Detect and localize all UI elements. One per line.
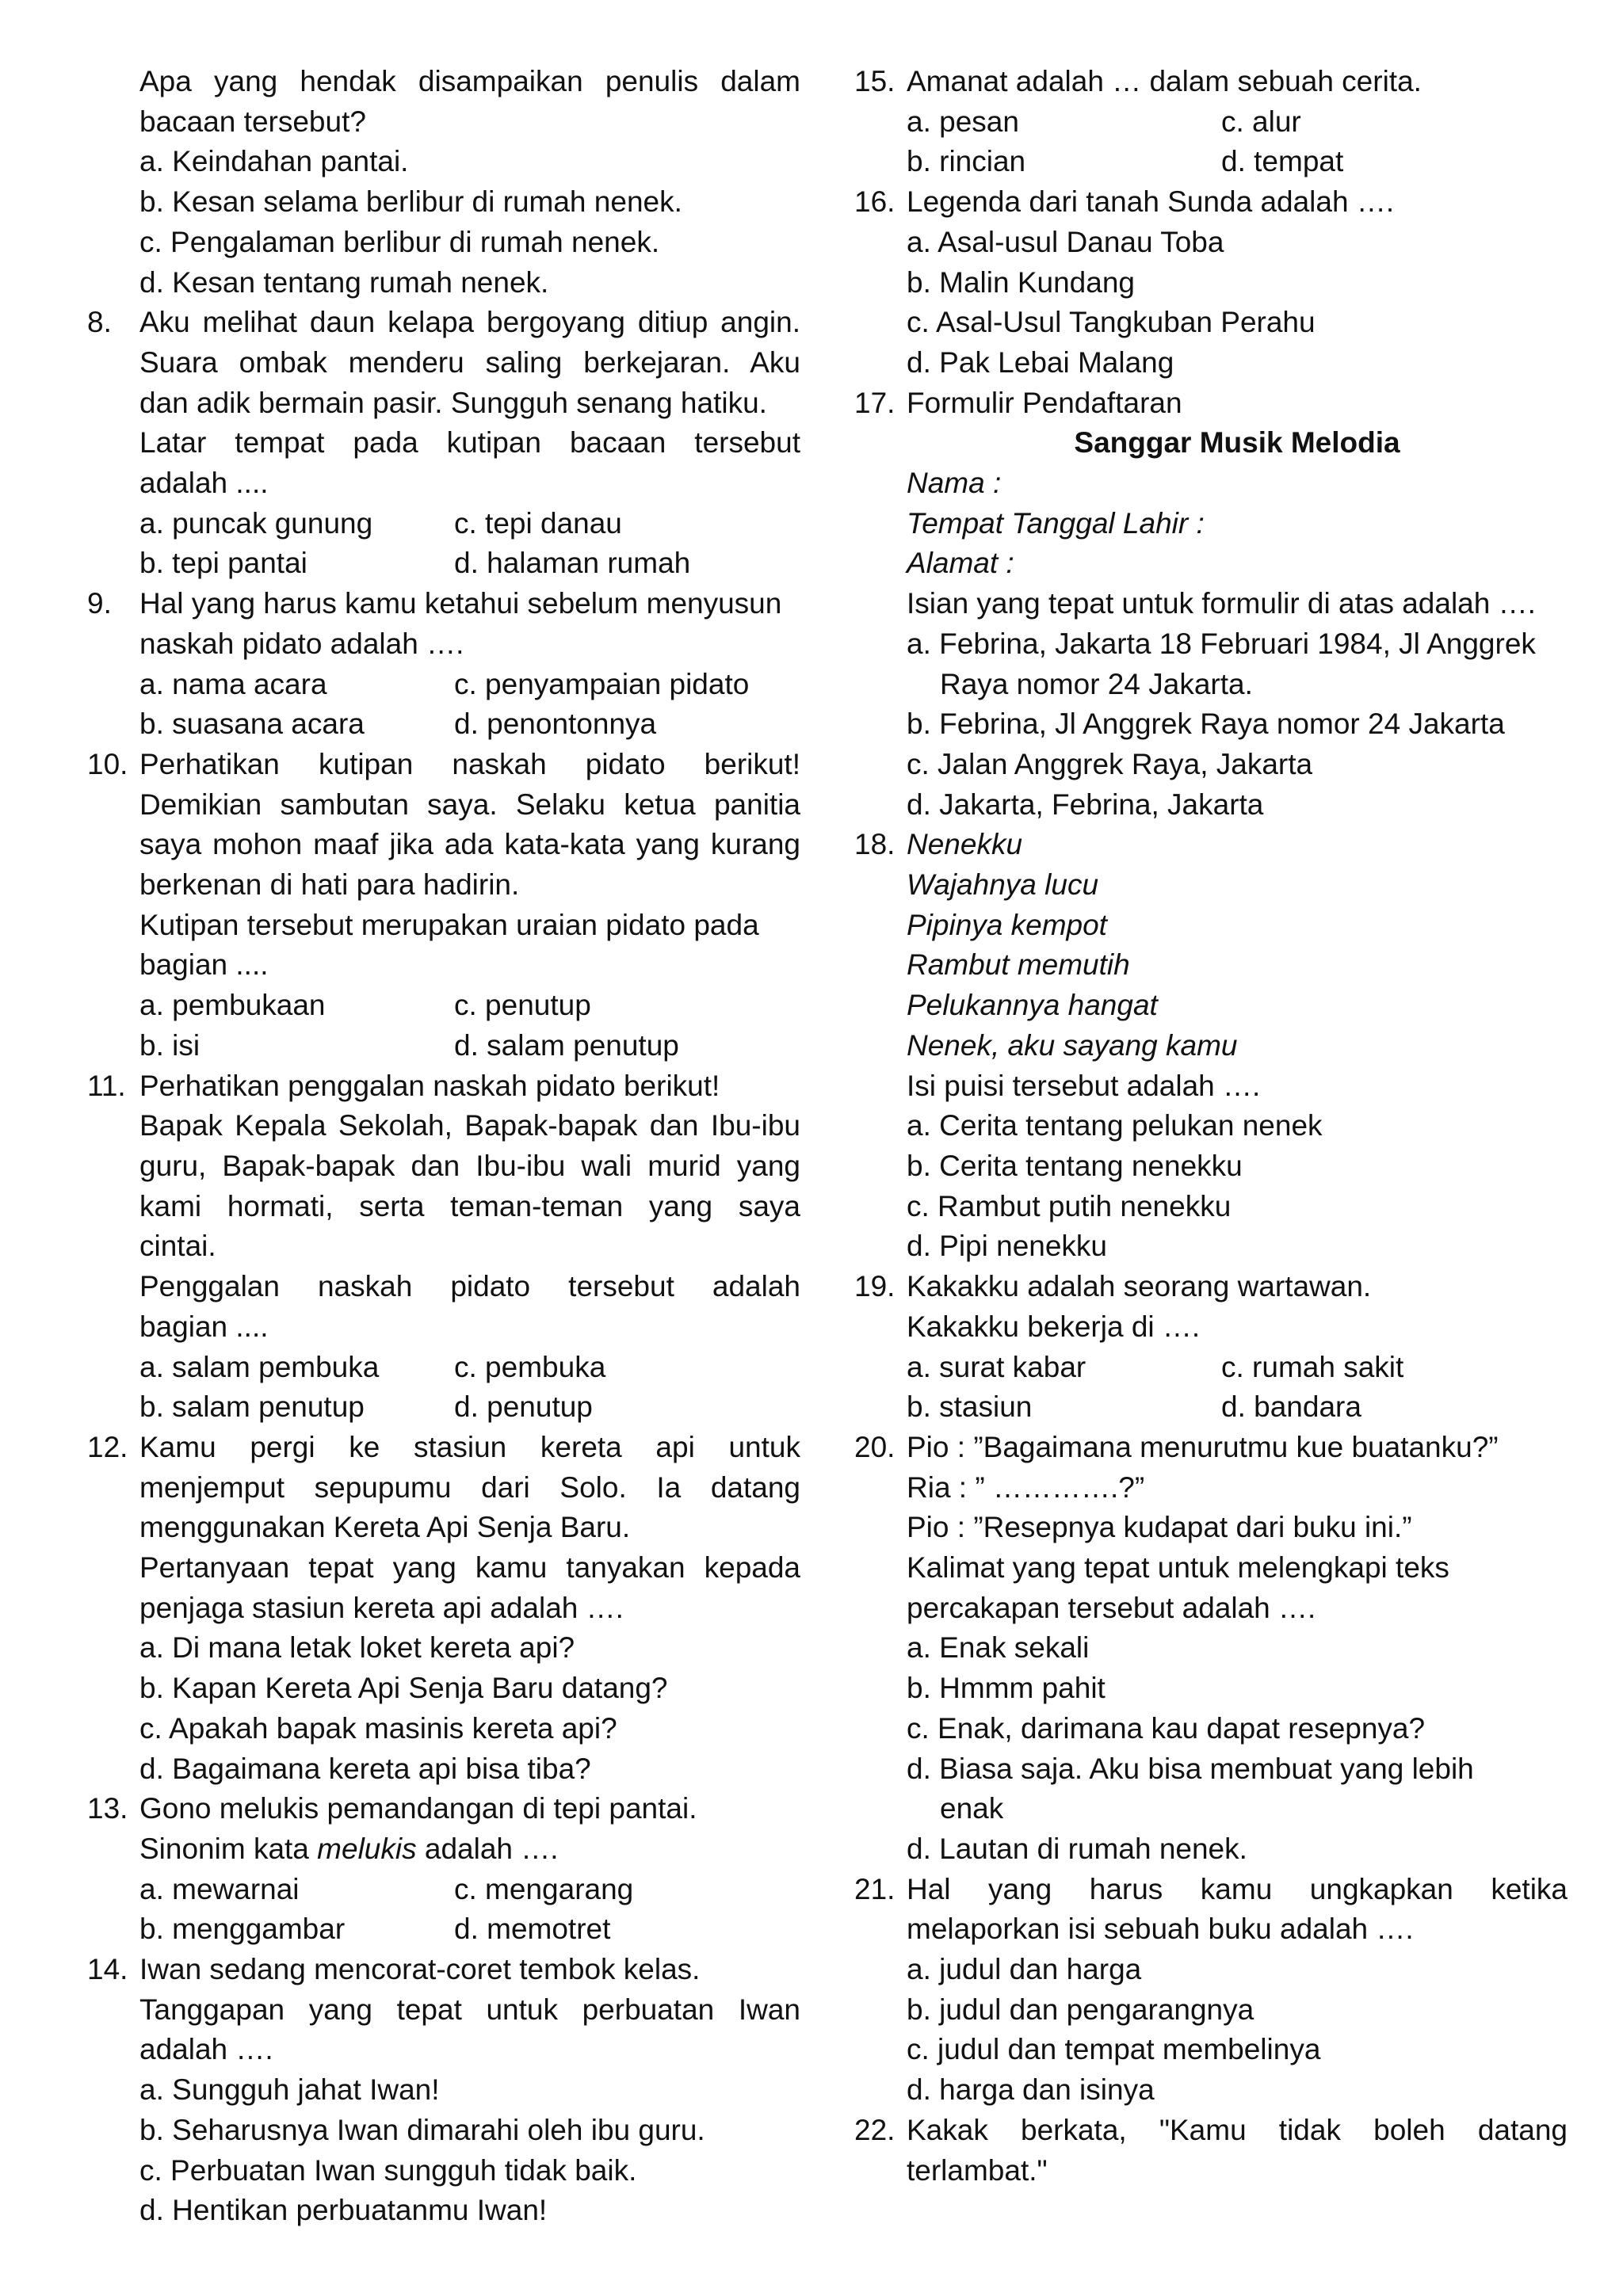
question-text: Kakakku bekerja di …. — [907, 1310, 1201, 1343]
passage-line: guru, Bapak-bapak dan Ibu-ibu wali murid yang — [139, 1149, 800, 1182]
question-text: terlambat." — [907, 2153, 1048, 2187]
question-text: naskah pidato adalah …. — [139, 627, 464, 660]
option-d: d. Pak Lebai Malang — [907, 345, 1174, 379]
question-text: Pertanyaan tepat yang kamu tanyakan kepada — [139, 1551, 800, 1585]
option-a: a. pembukaan — [139, 989, 326, 1022]
option-b: b. judul dan pengarangnya — [907, 1993, 1254, 2026]
option-d: d. bandara — [1221, 1390, 1361, 1424]
left-column — [87, 62, 800, 2231]
question-text: percakapan tersebut adalah …. — [907, 1591, 1316, 1624]
option-b: b. Seharusnya Iwan dimarahi oleh ibu guru. — [139, 2113, 705, 2146]
question-text: Kalimat yang tepat untuk melengkapi teks — [907, 1551, 1449, 1585]
passage-line: berkenan di hati para hadirin. — [139, 868, 520, 902]
question-text: Kakak berkata, "Kamu tidak boleh datang — [907, 2113, 1568, 2146]
question-text: Apa yang hendak disampaikan penulis dalam — [139, 65, 800, 97]
dialog-line: Pio : ”Bagaimana menurutmu kue buatanku?” — [907, 1430, 1499, 1463]
question-text — [139, 1829, 800, 1870]
option-a: a. mewarnai — [139, 1872, 300, 1905]
question-number: 17. — [854, 386, 896, 419]
options — [139, 986, 800, 1066]
passage-line: menjemput sepupumu dari Solo. Ia datang — [139, 1470, 800, 1504]
option-d-continued: enak — [940, 1792, 1004, 1825]
right-column — [854, 62, 1568, 2191]
question-number: 14. — [87, 1953, 128, 1986]
question-7-continuation — [87, 62, 800, 303]
poem-line: Pelukannya hangat — [907, 989, 1158, 1022]
option-d: d. Pipi nenekku — [907, 1230, 1108, 1263]
question-14 — [87, 1950, 800, 2231]
question-19 — [854, 1267, 1568, 1428]
option-a: a. Asal-usul Danau Toba — [907, 225, 1224, 258]
question-text: Penggalan naskah pidato tersebut adalah — [139, 1270, 800, 1303]
option-a: a. judul dan harga — [907, 1953, 1142, 1986]
question-21 — [854, 1870, 1568, 2111]
question-text: Amanat adalah … dalam sebuah cerita. — [907, 65, 1422, 97]
option-c: c. penyampaian pidato — [454, 667, 750, 700]
question-9 — [87, 584, 800, 745]
option-b: b. Cerita tentang nenekku — [907, 1149, 1243, 1182]
question-number: 11. — [87, 1069, 126, 1102]
question-number: 18. — [854, 828, 896, 861]
option-a: a. Di mana letak loket kereta api? — [139, 1631, 575, 1665]
option-d: d. harga dan isinya — [907, 2073, 1155, 2107]
question-text: bagian .... — [139, 1310, 269, 1343]
option-c: c. Jalan Anggrek Raya, Jakarta — [907, 747, 1313, 780]
option-c: c. Perbuatan Iwan sungguh tidak baik. — [139, 2153, 637, 2187]
option-d: d. tempat — [1221, 145, 1344, 178]
question-number: 10. — [87, 747, 128, 780]
question-10 — [87, 745, 800, 1066]
option-b: b. suasana acara — [139, 707, 365, 741]
option-d: d. penutup — [454, 1390, 593, 1424]
question-number: 15. — [854, 65, 896, 97]
option-b: b. Malin Kundang — [907, 265, 1135, 299]
passage-line: Demikian sambutan saya. Selaku ketua panitia — [139, 788, 800, 821]
question-number: 16. — [854, 185, 896, 219]
question-number: 20. — [854, 1430, 896, 1463]
option-d: d. penontonnya — [454, 707, 657, 741]
options — [139, 1870, 800, 1950]
question-number: 21. — [854, 1872, 896, 1905]
question-number: 22. — [854, 2113, 896, 2146]
option-d: d. halaman rumah — [454, 547, 691, 580]
question-number: 8. — [87, 306, 112, 339]
options — [139, 665, 800, 745]
option-c: c. Apakah bapak masinis kereta api? — [139, 1711, 617, 1745]
option-d: d. salam penutup — [454, 1028, 679, 1062]
options — [907, 1348, 1568, 1428]
form-field-name: Nama : — [907, 467, 1002, 500]
passage-line: saya mohon maaf jika ada kata-kata yang kurang — [139, 828, 800, 861]
option-d-extra: d. Lautan di rumah nenek. — [907, 1832, 1247, 1865]
question-intro: Perhatikan penggalan naskah pidato berikut! — [139, 1069, 720, 1102]
question-text: melaporkan isi sebuah buku adalah …. — [907, 1913, 1414, 1946]
option-a: a. Enak sekali — [907, 1631, 1090, 1665]
question-text: Tanggapan yang tepat untuk perbuatan Iwan — [139, 1993, 800, 2026]
option-a: a. pesan — [907, 105, 1019, 138]
question-8 — [87, 303, 800, 584]
option-c: c. Enak, darimana kau dapat resepnya? — [907, 1711, 1426, 1745]
question-17 — [854, 383, 1568, 826]
poem-line: Pipinya kempot — [907, 908, 1107, 941]
option-d: d. Hentikan perbuatanmu Iwan! — [139, 2194, 548, 2227]
passage-line: menggunakan Kereta Api Senja Baru. — [139, 1511, 631, 1544]
form-field-birth: Tempat Tanggal Lahir : — [907, 506, 1205, 540]
question-12 — [87, 1428, 800, 1789]
option-b: b. Kesan selama berlibur di rumah nenek. — [139, 185, 682, 219]
option-d: d. Biasa saja. Aku bisa membuat yang lebih — [907, 1752, 1474, 1785]
option-a: a. Cerita tentang pelukan nenek — [907, 1109, 1323, 1142]
option-b: b. rincian — [907, 145, 1026, 178]
passage-line: Suara ombak menderu saling berkejaran. Aku — [139, 345, 800, 379]
option-b: b. Kapan Kereta Api Senja Baru datang? — [139, 1672, 668, 1705]
question-text: bacaan tersebut? — [139, 105, 366, 138]
option-a: a. Sungguh jahat Iwan! — [139, 2073, 440, 2107]
question-text-post: adalah …. — [416, 1832, 559, 1865]
option-c: c. penutup — [454, 989, 591, 1022]
option-c: c. tepi danau — [454, 506, 622, 540]
option-a: a. nama acara — [139, 667, 327, 700]
question-18 — [854, 825, 1568, 1267]
option-c: c. pembuka — [454, 1350, 606, 1383]
option-b: b. Febrina, Jl Anggrek Raya nomor 24 Jakarta — [907, 707, 1505, 741]
dialog-line: Pio : ”Resepnya kudapat dari buku ini.” — [907, 1511, 1412, 1544]
option-c: c. alur — [1221, 105, 1301, 138]
question-11 — [87, 1066, 800, 1428]
passage-line: Bapak Kepala Sekolah, Bapak-bapak dan Ibu-ibu — [139, 1109, 800, 1142]
option-d: d. Bagaimana kereta api bisa tiba? — [139, 1752, 591, 1785]
passage-line: Gono melukis pemandangan di tepi pantai. — [139, 1792, 697, 1825]
question-text: Latar tempat pada kutipan bacaan tersebut — [139, 426, 800, 460]
option-a: a. Keindahan pantai. — [139, 145, 409, 178]
question-text: Legenda dari tanah Sunda adalah …. — [907, 185, 1395, 219]
question-text: bagian .... — [139, 948, 269, 982]
question-13 — [87, 1789, 800, 1950]
options — [139, 504, 800, 584]
question-intro: Perhatikan kutipan naskah pidato berikut! — [139, 747, 800, 780]
option-a-continued: Raya nomor 24 Jakarta. — [940, 667, 1253, 700]
passage-line: cintai. — [139, 1230, 216, 1263]
option-d: d. memotret — [454, 1913, 611, 1946]
option-c: c. mengarang — [454, 1872, 634, 1905]
option-c: c. Pengalaman berlibur di rumah nenek. — [139, 225, 660, 258]
question-intro: Formulir Pendaftaran — [907, 386, 1182, 419]
option-b: b. menggambar — [139, 1913, 346, 1946]
option-c: c. Rambut putih nenekku — [907, 1189, 1232, 1222]
passage-line: dan adik bermain pasir. Sungguh senang hatiku. — [139, 386, 767, 419]
option-b: b. stasiun — [907, 1390, 1033, 1424]
passage-line: Kamu pergi ke stasiun kereta api untuk — [139, 1430, 800, 1463]
option-b: b. tepi pantai — [139, 547, 307, 580]
question-text: Kutipan tersebut merupakan uraian pidato pada — [139, 908, 759, 941]
question-20 — [854, 1428, 1568, 1870]
option-a: a. puncak gunung — [139, 506, 373, 540]
option-b: b. Hmmm pahit — [907, 1672, 1106, 1705]
question-text: adalah .... — [139, 467, 269, 500]
question-number: 13. — [87, 1792, 128, 1825]
option-d: d. Kesan tentang rumah nenek. — [139, 265, 549, 299]
question-text: adalah …. — [139, 2033, 273, 2066]
option-b: b. isi — [139, 1028, 200, 1062]
question-number: 19. — [854, 1270, 896, 1303]
question-22 — [854, 2111, 1568, 2191]
form-field-address: Alamat : — [907, 547, 1014, 580]
poem-line: Nenek, aku sayang kamu — [907, 1028, 1238, 1062]
option-c: c. rumah sakit — [1221, 1350, 1404, 1383]
question-text: Hal yang harus kamu ungkapkan ketika — [907, 1872, 1568, 1905]
option-d: d. Jakarta, Febrina, Jakarta — [907, 788, 1264, 821]
question-text: penjaga stasiun kereta api adalah …. — [139, 1591, 624, 1624]
question-16 — [854, 182, 1568, 383]
passage-line: Kakakku adalah seorang wartawan. — [907, 1270, 1372, 1303]
option-c: c. Asal-Usul Tangkuban Perahu — [907, 306, 1316, 339]
question-15 — [854, 62, 1568, 182]
poem-line: Nenekku — [907, 828, 1023, 861]
options — [139, 1348, 800, 1428]
form-title: Sanggar Musik Melodia — [1074, 426, 1400, 460]
question-number: 9. — [87, 587, 112, 620]
option-c: c. judul dan tempat membelinya — [907, 2033, 1321, 2066]
passage-line: Aku melihat daun kelapa bergoyang ditiup angin. — [139, 306, 800, 339]
option-a: a. surat kabar — [907, 1350, 1086, 1383]
question-text: Hal yang harus kamu ketahui sebelum menyusun — [139, 587, 782, 620]
passage-line: Iwan sedang mencorat-coret tembok kelas. — [139, 1953, 701, 1986]
dialog-line: Ria : ” ………….?” — [907, 1470, 1145, 1504]
option-a: a. Febrina, Jakarta 18 Februari 1984, Jl Anggrek — [907, 627, 1536, 660]
emphasized-word: melukis — [317, 1832, 417, 1865]
poem-line: Wajahnya lucu — [907, 868, 1099, 902]
passage-line: kami hormati, serta teman-teman yang saya — [139, 1189, 800, 1222]
option-a: a. salam pembuka — [139, 1350, 380, 1383]
options — [907, 102, 1568, 182]
question-number: 12. — [87, 1430, 128, 1463]
option-b: b. salam penutup — [139, 1390, 365, 1424]
question-text-pre: Sinonim kata — [139, 1832, 318, 1865]
question-text: Isian yang tepat untuk formulir di atas adalah …. — [907, 587, 1536, 620]
poem-line: Rambut memutih — [907, 948, 1130, 982]
question-text: Isi puisi tersebut adalah …. — [907, 1069, 1261, 1102]
